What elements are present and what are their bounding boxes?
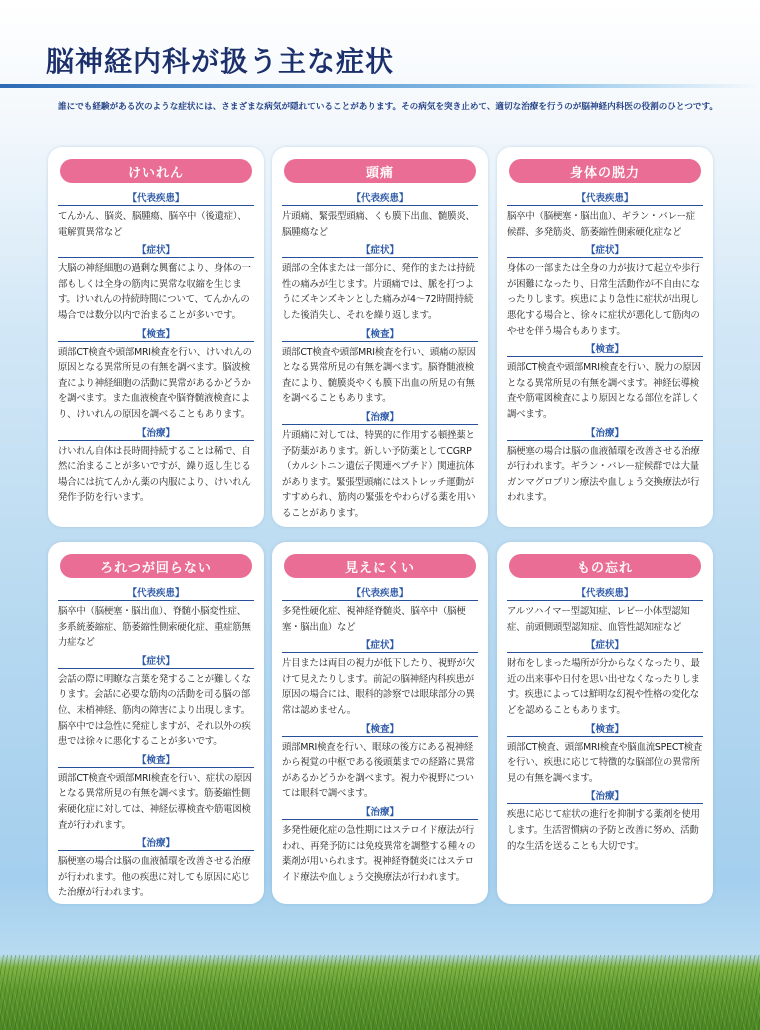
section-label-diseases: 【代表疾患】 xyxy=(507,587,703,601)
card-title: 見えにくい xyxy=(284,554,476,578)
section-label-treatment: 【治療】 xyxy=(507,427,703,441)
section-text-tests: 頭部CT検査や頭部MRI検査を行い、症状の原因となる異常所見の有無を調べます。筋萎縮性側索硬化症に対しては、神経伝導検査や筋電図検査が行われます。 xyxy=(58,772,252,831)
section-label-treatment: 【治療】 xyxy=(282,411,478,425)
section-text-treatment: 脳梗塞の場合は脳の血液循環を改善させる治療が行われます。ギラン・バレー症候群では大量ガンマグロブリン療法や血しょう交換療法が行われます。 xyxy=(507,445,700,504)
section-text-diseases: アルツハイマー型認知症、レビー小体型認知症、前頭側頭型認知症、血管性認知症など xyxy=(507,606,690,633)
symptom-card-memory-loss xyxy=(497,542,713,904)
section-text-tests: 頭部MRI検査を行い、眼球の後方にある視神経から視覚の中枢である後頭葉までの経路に異常があるかどうかを調べます。視力や視野については眼科で調べます。 xyxy=(282,741,475,800)
section-text-treatment: 疾患に応じて症状の進行を抑制する薬剤を使用します。生活習慣病の予防と改善に努め、活動的な生活を送ることも大切です。 xyxy=(507,809,700,852)
section-text-tests: 頭部CT検査、頭部MRI検査や脳血流SPECT検査を行い、疾患に応じて特徴的な脳部位の異常所見の有無を調べます。 xyxy=(507,741,703,784)
card-title: 身体の脱力 xyxy=(509,159,701,183)
section-text-treatment: けいれん自体は長時間持続することは稀で、自然に治まることが多いですが、繰り返し生じる場合には抗てんかん薬の内服により、けいれん発作予防を行います。 xyxy=(58,445,251,504)
section-label-tests: 【検査】 xyxy=(507,723,703,737)
symptom-card-vision xyxy=(272,542,488,904)
section-label-tests: 【検査】 xyxy=(58,754,254,768)
section-text-symptoms: 財布をしまった場所が分からなくなったり、最近の出来事や日付を思い出せなくなったりします。疾患によっては鮮明な幻視や性格の変化などを認めることもあります。 xyxy=(507,658,700,716)
symptom-card-headache xyxy=(272,147,488,527)
card-title: 頭痛 xyxy=(284,159,476,183)
card-title: ろれつが回らない xyxy=(60,554,252,578)
section-text-tests: 頭部CT検査や頭部MRI検査を行い、頭痛の原因となる異常所見の有無を調べます。脳脊髄液検査により、髄膜炎やくも膜下出血の所見の有無を調べることもあります。 xyxy=(282,346,476,405)
section-label-symptoms: 【症状】 xyxy=(58,244,254,258)
section-label-diseases: 【代表疾患】 xyxy=(58,192,254,206)
card-title: もの忘れ xyxy=(509,554,701,578)
section-text-tests: 頭部CT検査や頭部MRI検査を行い、けいれんの原因となる異常所見の有無を調べます。脳波検査により神経細胞の活動に異常があるかどうかを調べます。また血液検査や脳脊髄液検査により、けいれんの原因を調べることもあります。 xyxy=(58,346,252,420)
section-text-symptoms: 会話の際に明瞭な言葉を発することが難しくなります。会話に必要な筋肉の活動を司る脳の部位、末梢神経、筋肉の障害により出現します。脳卒中では急性に発症しますが、それ以外の疾患では徐々に悪化することが多いです。 xyxy=(58,673,251,748)
section-text-symptoms: 大脳の神経細胞の過剰な興奮により、身体の一部もしくは全身の筋肉に異常な収縮を生じます。けいれんの持続時間について、てんかんの場合では数分以内で治まることが多いです。 xyxy=(58,263,251,321)
section-label-tests: 【検査】 xyxy=(282,723,478,737)
section-label-symptoms: 【症状】 xyxy=(507,639,703,653)
section-label-diseases: 【代表疾患】 xyxy=(282,192,478,206)
section-text-symptoms: 片目または両目の視力が低下したり、視野が欠けて見えたりします。前記の脳神経内科疾患が原因の場合には、眼科的診察では眼球部分の異常は認めません。 xyxy=(282,658,475,716)
section-label-diseases: 【代表疾患】 xyxy=(58,587,254,601)
section-text-symptoms: 身体の一部または全身の力が抜けて起立や歩行が困難になったり、日常生活動作が不自由になったりします。疾患により急性に症状が出現し悪化する場合と、徐々に症状が悪化して筋肉のやせを伴う場合もあります。 xyxy=(507,263,700,337)
section-label-symptoms: 【症状】 xyxy=(282,244,478,258)
section-label-diseases: 【代表疾患】 xyxy=(282,587,478,601)
section-text-diseases: 多発性硬化症、視神経脊髄炎、脳卒中（脳梗塞・脳出血）など xyxy=(282,606,466,633)
section-label-treatment: 【治療】 xyxy=(58,837,254,851)
section-label-treatment: 【治療】 xyxy=(507,790,703,804)
section-label-tests: 【検査】 xyxy=(58,328,254,342)
section-label-tests: 【検査】 xyxy=(282,328,478,342)
symptom-card-weakness xyxy=(497,147,713,527)
title-underline xyxy=(0,84,760,88)
section-text-treatment: 多発性硬化症の急性期にはステロイド療法が行われ、再発予防には免疫異常を調整する種々の薬剤が用いられます。視神経脊髄炎にはステロイド療法や血しょう交換療法が行われます。 xyxy=(282,824,476,883)
section-label-diseases: 【代表疾患】 xyxy=(507,192,703,206)
section-text-diseases: 脳卒中（脳梗塞・脳出血）、脊髄小脳変性症、多系統萎縮症、筋萎縮性側索硬化症、重症筋無力症など xyxy=(58,606,251,649)
page-title: 脳神経内科が扱う主な症状 xyxy=(46,45,395,78)
section-text-diseases: てんかん、脳炎、脳腫瘍、脳卒中（後遺症）、電解質異常など xyxy=(58,211,247,238)
section-text-symptoms: 頭部の全体または一部分に、発作的または持続性の痛みが生じます。片頭痛では、脈を打つようにズキンズキンとした痛みが4～72時間持続した後消失し、それを繰り返します。 xyxy=(282,263,475,321)
section-label-treatment: 【治療】 xyxy=(282,806,478,820)
section-label-symptoms: 【症状】 xyxy=(507,244,703,258)
symptom-card-slurred-speech xyxy=(48,542,264,904)
section-text-treatment: 脳梗塞の場合は脳の血液循環を改善させる治療が行われます。他の疾患に対しても原因に応じた治療が行われます。 xyxy=(58,856,251,899)
section-text-treatment: 片頭痛に対しては、特異的に作用する頓挫薬と予防薬があります。新しい予防薬としてCGRP（カルシトニン遺伝子関連ペプチド）関連抗体があります。緊張型頭痛にはストレッチ運動がすすめられ、筋肉の緊張をやわらげる薬を用いることがあります。 xyxy=(282,429,476,519)
card-title: けいれん xyxy=(60,159,252,183)
section-label-symptoms: 【症状】 xyxy=(58,655,254,669)
section-text-tests: 頭部CT検査や頭部MRI検査を行い、脱力の原因となる異常所見の有無を調べます。神経伝導検査や筋電図検査により原因となる部位を詳しく調べます。 xyxy=(507,362,701,420)
section-text-diseases: 脳卒中（脳梗塞・脳出血）、ギラン・バレー症候群、多発筋炎、筋萎縮性側索硬化症など xyxy=(507,211,695,238)
section-label-tests: 【検査】 xyxy=(507,343,703,357)
symptom-card-seizure xyxy=(48,147,264,527)
section-label-symptoms: 【症状】 xyxy=(282,639,478,653)
section-text-diseases: 片頭痛、緊張型頭痛、くも膜下出血、髄膜炎、脳腫瘍など xyxy=(282,211,475,238)
intro-text: 誰にでも経験がある次のような症状には、さまざまな病気が隠れていることがあります。その病気を突き止めて、適切な治療を行うのが脳神経内科医の役割のひとつです。 xyxy=(58,102,719,112)
section-label-treatment: 【治療】 xyxy=(58,427,254,441)
grass-background xyxy=(0,955,760,1030)
